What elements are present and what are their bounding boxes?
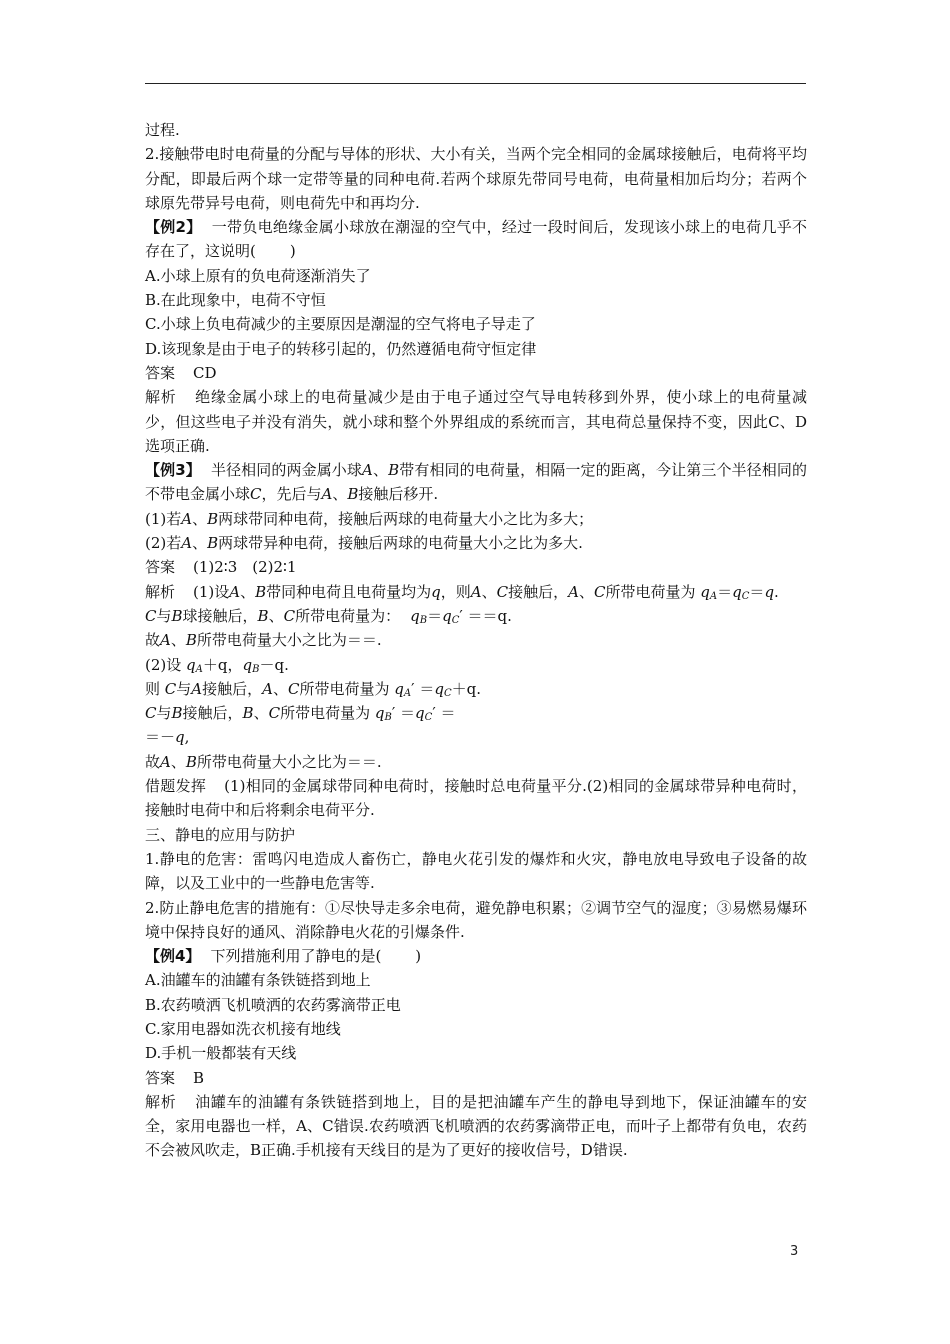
example-label: 【例3】 <box>145 461 201 480</box>
solution-line-1: 解析 (1)设A、B带同种电荷且电荷量均为q，则A、C接触后，A、C所带电荷量为 $q_A=q_C=q$. <box>145 582 779 602</box>
answer-label: 答案 <box>145 1068 176 1087</box>
example-4-question <box>145 944 807 968</box>
solution-line-4: (2)设 $q_A+q$，$q_B-q$. <box>145 655 289 675</box>
example-3-question: 【例3】 半径相同的两金属小球A、B带有相同的电荷量，相隔一定的距离，今让第三个半径相同的不带电金属小球C，先后与A、B接触后移开. <box>145 461 807 504</box>
solution-line-3: 故A、B所带电荷量大小之比为＝＝. <box>145 631 382 650</box>
option-d: D.该现象是由于电子的转移引起的，仍然遵循电荷守恒定律 <box>145 339 537 358</box>
solution-line-5: 则 C与A接触后，A、C所带电荷量为 $q_A' =q_C+q$. <box>145 679 481 699</box>
paragraph-static-hazards: 1.静电的危害：雷鸣闪电造成人畜伤亡，静电火花引发的爆炸和火灾，静电放电导致电子设备的故障，以及工业中的一些静电危害等. <box>145 849 807 893</box>
option-d: D.手机一般都装有天线 <box>145 1044 297 1063</box>
example-2-question <box>145 215 807 264</box>
example-label: 【例2】 <box>145 218 202 237</box>
solution-text: 绝缘金属小球上的电荷量减少是由于电子通过空气导电转移到外界，使小球上的电荷量减少，但这些电子并没有消失，就小球和整个外界组成的系统而言，其电荷总量保持不变，因此C、D选项正确. <box>145 388 807 455</box>
option-c: C.小球上负电荷减少的主要原因是潮湿的空气将电子导走了 <box>145 315 536 334</box>
question-text: 一带负电绝缘金属小球放在潮湿的空气中，经过一段时间后，发现该小球上的电荷几乎不存在了，这说明( <box>145 218 807 261</box>
answer-label: 答案 <box>145 363 176 382</box>
answer-value: CD <box>193 363 217 382</box>
paren-close: ) <box>289 242 296 261</box>
option-a: A.小球上原有的负电荷逐渐消失了 <box>145 266 371 285</box>
solution-paragraph <box>145 1090 807 1163</box>
solution-line-6: C与B接触后，B、C所带电荷量为 $q_B' =q_C'$ ＝ <box>145 704 456 724</box>
answer-label: 答案 <box>145 558 176 577</box>
option-c: C.家用电器如洗衣机接有地线 <box>145 1019 341 1038</box>
text-line: 过程. <box>145 121 180 139</box>
tip-text: (1)相同的金属球带同种电荷时，接触时总电荷量平分.(2)相同的金属球带异种电荷时，接触时电荷中和后将剩余电荷平分. <box>145 777 807 820</box>
solution-line-7: ＝－q, <box>145 728 190 747</box>
page-number: 3 <box>790 1244 799 1259</box>
tip-paragraph <box>145 774 807 823</box>
sub-question-1: (1)若A、B两球带同种电荷，接触后两球的电荷量大小之比为多大； <box>145 509 594 528</box>
page-content <box>145 118 807 1163</box>
option-a: A.油罐车的油罐有条铁链搭到地上 <box>145 971 371 990</box>
answer-line <box>145 361 807 385</box>
answer-line <box>145 1066 807 1090</box>
answer-value: B <box>193 1068 205 1087</box>
sub-question-2: (2)若A、B两球带异种电荷，接触后两球的电荷量大小之比为多大. <box>145 534 583 553</box>
answer-value: (1)2∶3 (2)2∶1 <box>193 558 297 577</box>
solution-line-8: 故A、B所带电荷量大小之比为＝＝. <box>145 752 382 771</box>
option-b: B.在此现象中，电荷不守恒 <box>145 291 326 310</box>
solution-line-2: C与B球接触后，B、C所带电荷量为： $q_B=q_C' ==q$. <box>145 606 512 626</box>
question-text: 下列措施利用了静电的是( <box>210 947 382 966</box>
section-heading: 三、静电的应用与防护 <box>145 825 296 844</box>
tip-label: 借题发挥 <box>145 777 207 796</box>
solution-paragraph <box>145 385 807 458</box>
answer-line <box>145 555 807 579</box>
solution-label: 解析 <box>145 388 177 407</box>
header-rule <box>145 83 806 84</box>
paragraph-static-prevention: 2.防止静电危害的措施有：①尽快导走多余电荷，避免静电积累；②调节空气的湿度；③易燃易爆环境中保持良好的通风、消除静电火花的引爆条件. <box>145 898 807 941</box>
solution-label: 解析 <box>145 582 176 601</box>
example-label: 【例4】 <box>145 947 201 966</box>
solution-text: 油罐车的油罐有条铁链搭到地上，目的是把油罐车产生的静电导到地下，保证油罐车的安全，家用电器也一样，A、C错误.农药喷洒飞机喷洒的农药雾滴带正电，而叶子上都带有负电，农药不会被风吹走，B正确.手机接有天线目的是为了更好的接收信号，D错误. <box>145 1092 807 1160</box>
paragraph-charge-distribution: 2.接触带电时电荷量的分配与导体的形状、大小有关，当两个完全相同的金属球接触后，电荷将平均分配，即最后两个球一定带等量的同种电荷.若两个球原先带同号电荷，电荷量相加后均分；若两个球原先带异号电荷，则电荷先中和再均分. <box>145 145 807 212</box>
option-b: B.农药喷洒飞机喷洒的农药雾滴带正电 <box>145 995 401 1014</box>
solution-label: 解析 <box>145 1092 177 1111</box>
paren-close: ) <box>415 947 422 966</box>
